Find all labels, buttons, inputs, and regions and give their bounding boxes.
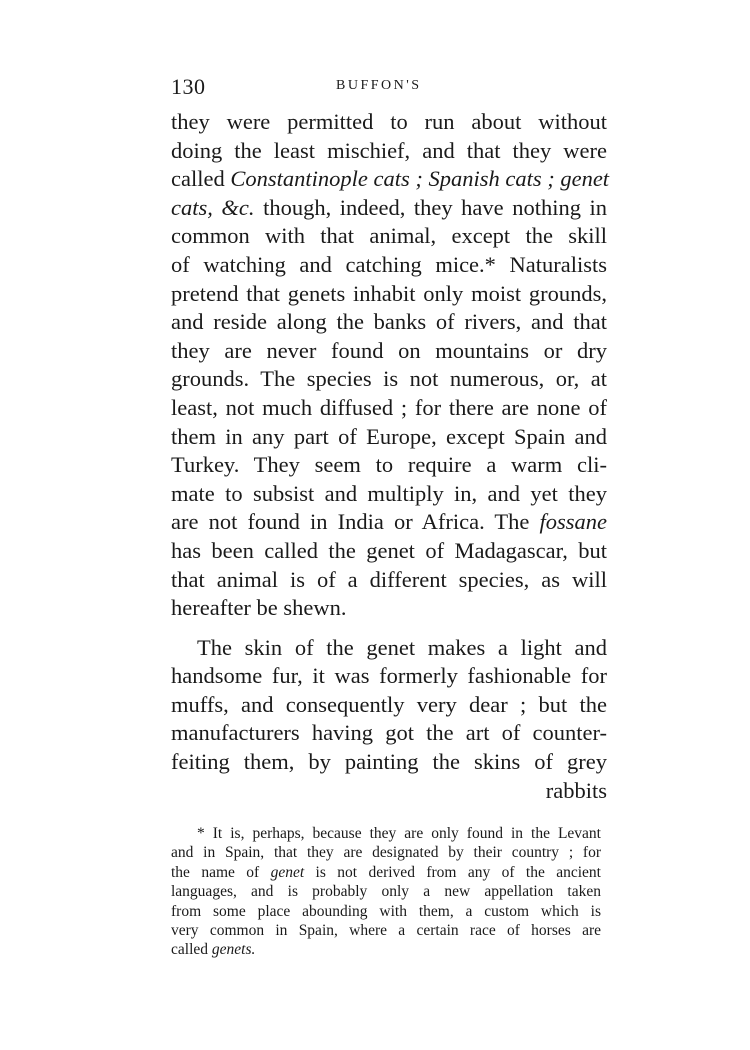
text-span: though, indeed, they have nothing in — [254, 194, 607, 220]
text-line: has been called the genet of Madagascar, but — [171, 537, 607, 563]
text-line: feiting them, by painting the skins of grey — [171, 749, 607, 775]
footnote-line: and in Spain, that they are designated by their country ; for — [171, 844, 601, 862]
text-line — [171, 165, 610, 194]
text-line — [171, 508, 607, 537]
text-line: handsome fur, it was formerly fashionable for — [171, 663, 607, 689]
text-span: are not found in India or Africa. The — [171, 509, 540, 535]
text-line — [171, 194, 607, 223]
text-line: manufacturers having got the art of counter- — [171, 720, 607, 746]
text-line: grounds. The species is not numerous, or, at — [171, 366, 607, 392]
text-line: of watching and catching mice.* Naturalists — [171, 251, 607, 277]
footnote-line: * It is, perhaps, because they are only found in the Levant — [197, 825, 601, 842]
italic-text: Constantinople cats ; Spanish cats ; genet — [230, 166, 610, 192]
italic-text: cats, &c. — [171, 194, 255, 220]
text-line: mate to subsist and multiply in, and yet they — [171, 480, 607, 506]
text-line: they are never found on mountains or dry — [171, 337, 607, 363]
text-line: muffs, and consequently very dear ; but the — [171, 691, 607, 717]
running-head: BUFFON'S — [336, 78, 422, 93]
footnote-line: very common in Spain, where a certain race of horses are — [171, 921, 601, 939]
text-line: The skin of the genet makes a light and — [197, 634, 607, 660]
footnote-line: from some place abounding with them, a custom which is — [171, 902, 601, 920]
text-line: hereafter be shewn. — [171, 595, 347, 621]
text-line: and reside along the banks of rivers, and that — [171, 309, 607, 335]
paragraph-gap — [171, 623, 607, 634]
text-line: common with that animal, except the skill — [171, 223, 607, 249]
text-line: that animal is of a different species, as will — [171, 566, 607, 592]
text-line: pretend that genets inhabit only moist grounds, — [171, 280, 607, 306]
text-span: called — [171, 166, 231, 192]
italic-text: fossane — [539, 509, 607, 535]
page-header — [171, 74, 607, 104]
text-line: they were permitted to run about without — [171, 109, 607, 134]
footnote-line — [171, 863, 601, 882]
text-span: is not derived from any of the ancient — [304, 863, 601, 881]
page-number: 130 — [171, 74, 206, 99]
text-line: doing the least mischief, and that they were — [171, 137, 607, 163]
text-span: called — [171, 941, 212, 959]
main-text — [171, 108, 610, 805]
footnote-line — [171, 940, 601, 959]
footnote — [171, 824, 601, 960]
text-line: Turkey. They seem to require a warm cli- — [171, 452, 607, 478]
text-line: least, not much diffused ; for there are none of — [171, 394, 607, 420]
text-line: them in any part of Europe, except Spain and — [171, 423, 607, 449]
footnote-line: languages, and is probably only a new appellation taken — [171, 883, 601, 901]
text-span: the name of — [171, 863, 271, 881]
italic-text: genet — [270, 863, 305, 881]
catchword: rabbits — [545, 777, 607, 803]
italic-text: genets. — [211, 941, 256, 959]
